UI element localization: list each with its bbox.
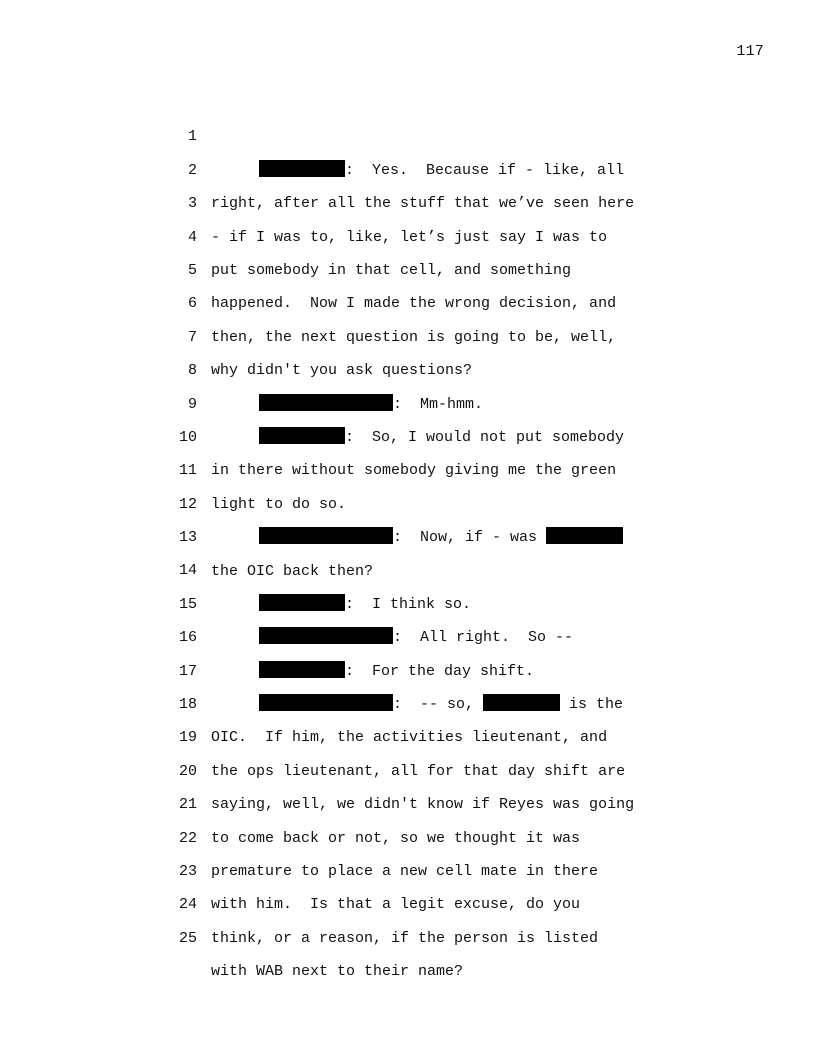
line-text-content: : Mm-hmm. (393, 395, 484, 413)
line-text-content: : For the day shift. (345, 662, 535, 680)
line-text: - if I was to, like, let’s just say I was to (211, 228, 608, 246)
line-text: with him. Is that a legit excuse, do you (211, 896, 581, 914)
line-text: the ops lieutenant, all for that day shift are (211, 762, 626, 780)
line-text-content: is the (560, 696, 624, 714)
line-number: 6 (187, 295, 197, 313)
line-text: the OIC back then? (211, 562, 374, 580)
line-text-content: : -- so, (393, 696, 484, 714)
line-number: 16 (178, 629, 197, 647)
line-number: 10 (178, 428, 197, 446)
line-number: 2 (187, 161, 197, 179)
line-number: 18 (178, 696, 197, 714)
line-text: OIC. If him, the activities lieutenant, and (211, 729, 608, 747)
line-text: premature to place a new cell mate in there (211, 863, 599, 881)
line-number: 24 (178, 896, 197, 914)
line-number: 14 (178, 562, 197, 580)
line-number: 9 (187, 395, 197, 413)
line-text: with WAB next to their name? (211, 963, 464, 981)
line-number: 23 (178, 863, 197, 880)
line-text: in there without somebody giving me the green (211, 462, 617, 480)
line-text-content: : Yes. Because if - like, all (345, 161, 625, 179)
line-text: then, the next question is going to be, well, (211, 328, 617, 346)
line-text: light to do so. (211, 495, 347, 513)
page-number: 117 (736, 43, 764, 60)
transcript-body (0, 87, 816, 981)
line-number: 15 (178, 595, 197, 613)
line-number: 19 (178, 729, 197, 747)
line-number: 11 (178, 462, 197, 480)
line-number: 5 (187, 261, 197, 279)
line-text-content: : I think so. (345, 595, 472, 613)
line-text-content: : Now, if - was (393, 529, 547, 547)
line-number: 17 (178, 662, 197, 680)
line-number: 12 (178, 495, 197, 513)
line-number: 4 (187, 228, 197, 246)
line-text-content: : All right. So -- (393, 629, 574, 647)
line-number: 3 (187, 195, 197, 213)
line-number: 8 (187, 362, 197, 380)
line-number: 22 (178, 829, 197, 847)
line-text: think, or a reason, if the person is listed (211, 929, 599, 947)
line-number: 13 (178, 529, 197, 547)
line-text: why didn't you ask questions? (211, 362, 473, 380)
transcript-line (0, 87, 816, 179)
line-number: 25 (178, 929, 197, 947)
line-text-content: : So, I would not put somebody (345, 428, 625, 446)
line-text: to come back or not, so we thought it was (211, 829, 581, 847)
line-number: 1 (187, 128, 197, 146)
line-number: 20 (178, 762, 197, 780)
line-text: put somebody in that cell, and something (211, 261, 572, 279)
line-text: happened. Now I made the wrong decision, and (211, 295, 617, 313)
line-text: right, after all the stuff that we’ve seen here (211, 195, 635, 213)
line-text: saying, well, we didn't know if Reyes was going (211, 796, 635, 814)
line-number: 7 (187, 328, 197, 346)
line-number: 21 (178, 796, 197, 814)
